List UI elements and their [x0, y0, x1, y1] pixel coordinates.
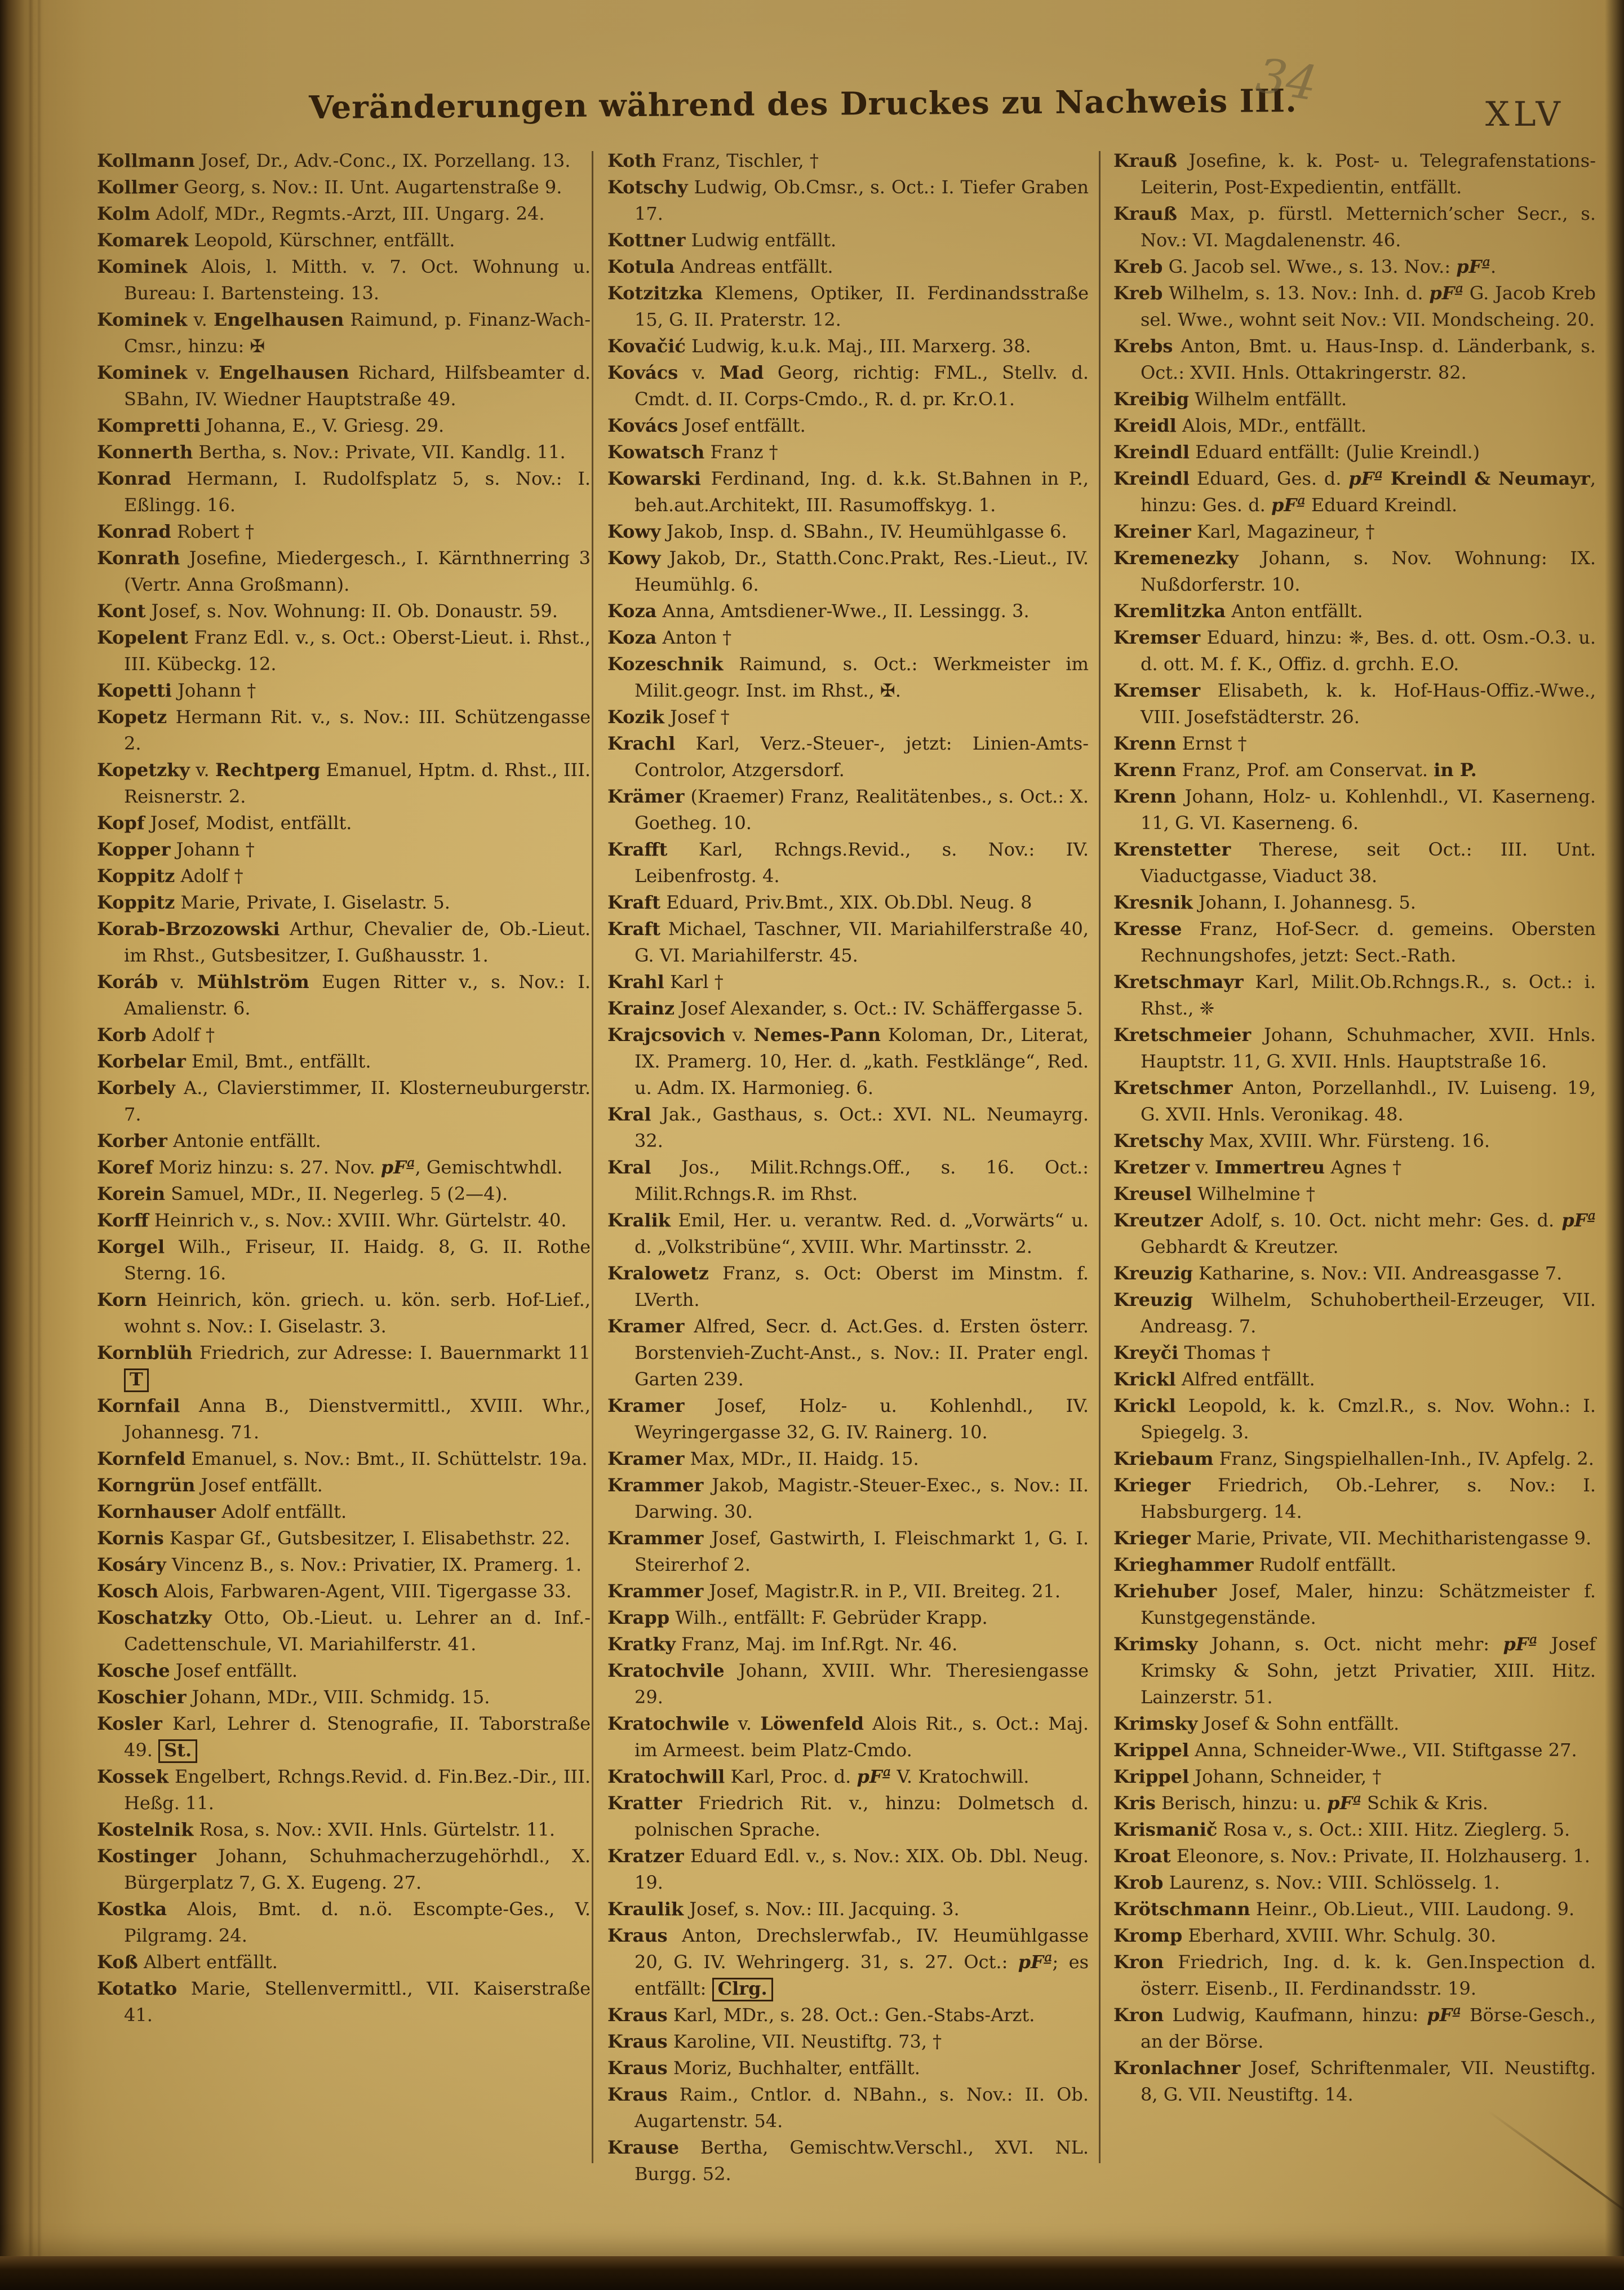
directory-entry: Korbely A., Clavierstimmer, II. Klosterneuburgerstr. 7. [97, 1077, 591, 1125]
directory-entry: Krob Laurenz, s. Nov.: VIII. Schlösselg. 1. [1113, 1872, 1500, 1893]
directory-entry: Kraus Karoline, VII. Neustiftg. 73, † [607, 2031, 942, 2052]
directory-entry: Koza Anna, Amtsdiener-Wwe., II. Lessingg. 3. [607, 600, 1030, 622]
directory-entry: Kratter Friedrich Rit. v., hinzu: Dolmetsch d. polnischen Sprache. [607, 1792, 1089, 1840]
directory-entry: Kretzer v. Immertreu Agnes † [1113, 1157, 1402, 1178]
directory-entry: Kramer Max, MDr., II. Haidg. 15. [607, 1448, 919, 1469]
directory-entry: Kraft Eduard, Priv.Bmt., XIX. Ob.Dbl. Neug. 8 [607, 892, 1032, 913]
directory-entry: Kraus Moriz, Buchhalter, entfällt. [607, 2057, 920, 2079]
directory-entry: Kosch Alois, Farbwaren-Agent, VIII. Tigergasse 33. [97, 1580, 572, 1602]
directory-entry: Konnerth Bertha, s. Nov.: Private, VII. Kandlg. 11. [97, 441, 566, 463]
directory-entry: Kovács v. Mad Georg, richtig: FML., Stellv. d. Cmdt. d. II. Corps-Cmdo., R. d. pr. Kr.O.1. [607, 362, 1089, 410]
directory-entry: Krämer (Kraemer) Franz, Realitätenbes., s. Oct.: X. Goetheg. 10. [607, 786, 1089, 834]
directory-entry: Kosler Karl, Lehrer d. Stenografie, II. Taborstraße 49. St. [97, 1711, 591, 1764]
directory-entry: Kovačić Ludwig, k.u.k. Maj., III. Marxerg. 38. [607, 335, 1031, 357]
directory-entry: Kresse Franz, Hof-Secr. d. gemeins. Obersten Rechnungshofes, jetzt: Sect.-Rath. [1113, 918, 1596, 966]
directory-entry: Krammer Josef, Magistr.R. in P., VII. Breiteg. 21. [607, 1580, 1061, 1602]
directory-entry: Kreuzig Katharine, s. Nov.: VII. Andreasgasse 7. [1113, 1263, 1563, 1284]
directory-entry: Koschatzky Otto, Ob.-Lieut. u. Lehrer an d. Inf.-Cadettenschule, VI. Mariahilferstr. 41. [97, 1607, 591, 1655]
directory-entry: Kollmer Georg, s. Nov.: II. Unt. Augartenstraße 9. [97, 176, 562, 198]
directory-entry: Kriebaum Franz, Singspielhallen-Inh., IV. Apfelg. 2. [1113, 1448, 1594, 1469]
directory-entry: Kral Jos., Milit.Rchngs.Off., s. 16. Oct.: Milit.Rchngs.R. im Rhst. [607, 1157, 1089, 1204]
directory-entry: Kreyči Thomas † [1113, 1342, 1271, 1363]
page-number: XLV [1485, 95, 1564, 134]
directory-entry: Krippel Anna, Schneider-Wwe., VII. Stiftgasse 27. [1113, 1739, 1577, 1761]
directory-entry: Krause Bertha, Gemischtw.Verschl., XVI. NL. Burgg. 52. [607, 2137, 1089, 2185]
directory-entry: Krenn Franz, Prof. am Conservat. in P. [1113, 759, 1477, 781]
directory-entry: Kotzitzka Klemens, Optiker, II. Ferdinandsstraße 15, G. II. Praterstr. 12. [607, 282, 1089, 330]
directory-entry: Krauß Max, p. fürstl. Metternich’scher Secr., s. Nov.: VI. Magdalenenstr. 46. [1113, 203, 1596, 251]
directory-entry: Kornfeld Emanuel, s. Nov.: Bmt., II. Schüttelstr. 19a. [97, 1448, 588, 1469]
directory-entry: Krieger Marie, Private, VII. Mechitharistengasse 9. [1113, 1527, 1592, 1549]
directory-entry: Kreusel Wilhelmine † [1113, 1183, 1315, 1204]
directory-entry: Kretschmayr Karl, Milit.Ob.Rchngs.R., s. Oct.: i. Rhst., ❈ [1113, 971, 1596, 1019]
directory-entry: Kowatsch Franz † [607, 441, 778, 463]
directory-entry: Krickl Alfred entfällt. [1113, 1368, 1315, 1390]
directory-entry: Kornis Kaspar Gf., Gutsbesitzer, I. Elisabethstr. 22. [97, 1527, 570, 1549]
right-edge-shadow [1605, 0, 1624, 2290]
directory-entry: Kreutzer Adolf, s. 10. Oct. nicht mehr: Ges. d. pFª Gebhardt & Kreutzer. [1113, 1210, 1596, 1257]
directory-entry: Kowy Jakob, Insp. d. SBahn., IV. Heumühlgasse 6. [607, 521, 1067, 542]
pencil-annotation: 34 [1252, 47, 1321, 112]
directory-entry: Krajcsovich v. Nemes-Pann Koloman, Dr., Literat, IX. Pramerg. 10, Her. d. „kath. Festklänge“, Red. u. Adm. IX. Harmonieg. 6. [607, 1024, 1089, 1099]
directory-entry: Kriehuber Josef, Maler, hinzu: Schätzmeister f. Kunstgegenstände. [1113, 1580, 1596, 1628]
directory-entry: Korbelar Emil, Bmt., entfällt. [97, 1051, 371, 1072]
directory-entry: Krainz Josef Alexander, s. Oct.: IV. Schäffergasse 5. [607, 998, 1084, 1019]
directory-entry: Koppitz Marie, Private, I. Giselastr. 5. [97, 892, 450, 913]
directory-entry: Kominek v. Engelhausen Raimund, p. Finanz-Wach-Cmsr., hinzu: ✠ [97, 309, 591, 357]
directory-entry: Kotula Andreas entfällt. [607, 256, 833, 277]
directory-entry: Koza Anton † [607, 627, 732, 648]
directory-entry: Kornhauser Adolf entfällt. [97, 1501, 347, 1522]
directory-entry: Krahl Karl † [607, 971, 724, 993]
directory-entry: Krafft Karl, Rchngs.Revid., s. Nov.: IV. Leibenfrostg. 4. [607, 839, 1089, 887]
directory-entry: Kreb G. Jacob sel. Wwe., s. 13. Nov.: pFª. [1113, 256, 1497, 277]
directory-entry: Krickl Leopold, k. k. Cmzl.R., s. Nov. Wohn.: I. Spiegelg. 3. [1113, 1395, 1596, 1443]
directory-entry: Kominek v. Engelhausen Richard, Hilfsbeamter d. SBahn, IV. Wiedner Hauptstraße 49. [97, 362, 591, 410]
directory-entry: Krammer Josef, Gastwirth, I. Fleischmarkt 1, G. I. Steirerhof 2. [607, 1527, 1089, 1575]
directory-entry: Kostinger Johann, Schuhmacherzugehörhdl., X. Bürgerplatz 7, G. X. Eugeng. 27. [97, 1845, 591, 1893]
directory-entry: Koth Franz, Tischler, † [607, 150, 819, 171]
directory-entry: Kresnik Johann, I. Johannesg. 5. [1113, 892, 1416, 913]
directory-entry: Kral Jak., Gasthaus, s. Oct.: XVI. NL. Neumayrg. 32. [607, 1104, 1089, 1151]
directory-entry: Kreuzig Wilhelm, Schuhobertheil-Erzeuger, VII. Andreasg. 7. [1113, 1289, 1596, 1337]
directory-entry: Koráb v. Mühlström Eugen Ritter v., s. Nov.: I. Amalienstr. 6. [97, 971, 591, 1019]
directory-entry: Kotschy Ludwig, Ob.Cmsr., s. Oct.: I. Tiefer Graben 17. [607, 176, 1089, 224]
directory-entry: Kosáry Vincenz B., s. Nov.: Privatier, IX. Pramerg. 1. [97, 1554, 582, 1575]
directory-entry: Koref Moriz hinzu: s. 27. Nov. pFª, Gemischtwhdl. [97, 1157, 563, 1178]
directory-entry: Kretschmeier Johann, Schuhmacher, XVII. Hnls. Hauptstr. 11, G. XVII. Hnls. Hauptstraße 16. [1113, 1024, 1596, 1072]
page-title: Veränderungen während des Druckes zu Nachweis III. [309, 82, 1297, 127]
directory-entry: Kozeschnik Raimund, s. Oct.: Werkmeister im Milit.geogr. Inst. im Rhst., ✠. [607, 653, 1089, 701]
directory-entry: Krötschmann Heinr., Ob.Lieut., VIII. Laudong. 9. [1113, 1898, 1575, 1920]
directory-entry: Krammer Jakob, Magistr.-Steuer-Exec., s. Nov.: II. Darwing. 30. [607, 1474, 1089, 1522]
directory-entry: Kotatko Marie, Stellenvermittl., VII. Kaiserstraße 41. [97, 1978, 591, 2026]
directory-entry: Kreindl Eduard entfällt: (Julie Kreindl.) [1113, 441, 1480, 463]
directory-entry: Kron Ludwig, Kaufmann, hinzu: pFª Börse-Gesch., an der Börse. [1113, 2004, 1596, 2052]
directory-column-3 [1113, 148, 1596, 2108]
directory-entry: Krieger Friedrich, Ob.-Lehrer, s. Nov.: I. Habsburgerg. 14. [1113, 1474, 1596, 1522]
column-rule-2 [1099, 151, 1101, 2163]
directory-entry: Korber Antonie entfällt. [97, 1130, 321, 1151]
directory-entry: Kominek Alois, l. Mitth. v. 7. Oct. Wohnung u. Bureau: I. Bartensteing. 13. [97, 256, 591, 304]
directory-entry: Kratzer Eduard Edl. v., s. Nov.: XIX. Ob. Dbl. Neug. 19. [607, 1845, 1089, 1893]
directory-entry: Koß Albert entfällt. [97, 1951, 278, 1973]
directory-entry: Kraus Karl, MDr., s. 28. Oct.: Gen.-Stabs-Arzt. [607, 2004, 1035, 2026]
directory-entry: Kornfail Anna B., Dienstvermittl., XVIII. Whr., Johannesg. 71. [97, 1395, 591, 1443]
directory-entry: Krimsky Johann, s. Oct. nicht mehr: pFª Josef Krimsky & Sohn, jetzt Privatier, XIII. Hitz. Lainzerstr. 51. [1113, 1633, 1596, 1708]
bottom-scan-shadow [0, 2256, 1624, 2290]
directory-entry: Kraulik Josef, s. Nov.: III. Jacquing. 3. [607, 1898, 960, 1920]
directory-entry: Kris Berisch, hinzu: u. pFª Schik & Kris. [1113, 1792, 1488, 1814]
directory-entry: Konrad Robert † [97, 521, 254, 542]
directory-entry: Koschier Johann, MDr., VIII. Schmidg. 15. [97, 1686, 490, 1708]
directory-entry: Kratochwill Karl, Proc. d. pFª V. Kratochwill. [607, 1766, 1030, 1787]
corner-crease [1488, 2110, 1624, 2254]
directory-entry: Kopelent Franz Edl. v., s. Oct.: Oberst-Lieut. i. Rhst., III. Kübeckg. 12. [97, 627, 591, 675]
directory-entry: Kreindl Eduard, Ges. d. pFª Kreindl & Neumayr, hinzu: Ges. d. pFª Eduard Kreindl. [1113, 468, 1596, 516]
directory-entry: Kopetti Johann † [97, 680, 256, 701]
directory-entry: Kozik Josef † [607, 706, 730, 728]
directory-entry: Konrath Josefine, Miedergesch., I. Kärnthnerring 3 (Vertr. Anna Großmann). [97, 547, 591, 595]
directory-entry: Krebs Anton, Bmt. u. Haus-Insp. d. Länderbank, s. Oct.: XVII. Hnls. Ottakringerstr. 82. [1113, 335, 1596, 383]
directory-entry: Krieghammer Rudolf entfällt. [1113, 1554, 1397, 1575]
directory-entry: Kremser Elisabeth, k. k. Hof-Haus-Offiz.-Wwe., VIII. Josefstädterstr. 26. [1113, 680, 1596, 728]
directory-entry: Kraus Anton, Drechslerwfab., IV. Heumühlgasse 20, G. IV. Wehringerg. 31, s. 27. Oct.: pFª; es entfällt: Clrg. [607, 1923, 1089, 2002]
directory-entry: Koppitz Adolf † [97, 865, 243, 887]
column-rule-1 [592, 151, 593, 2163]
directory-entry: Kreibig Wilhelm entfällt. [1113, 388, 1347, 410]
directory-entry: Korein Samuel, MDr., II. Negerleg. 5 (2—4). [97, 1183, 508, 1204]
directory-entry: Kompretti Johanna, E., V. Griesg. 29. [97, 415, 445, 436]
directory-entry: Kron Friedrich, Ing. d. k. k. Gen.Inspection d. österr. Eisenb., II. Ferdinandsstr. 19. [1113, 1951, 1596, 1999]
directory-entry: Korngrün Josef entfällt. [97, 1474, 323, 1496]
directory-entry: Konrad Hermann, I. Rudolfsplatz 5, s. Nov.: I. Eßlingg. 16. [97, 468, 591, 516]
directory-entry: Kostka Alois, Bmt. d. n.ö. Escompte-Ges., V. Pilgramg. 24. [97, 1898, 591, 1946]
directory-entry: Kralowetz Franz, s. Oct: Oberst im Minstm. f. LVerth. [607, 1263, 1089, 1310]
directory-entry: Kowy Jakob, Dr., Statth.Conc.Prakt, Res.-Lieut., IV. Heumühlg. 6. [607, 547, 1089, 595]
directory-entry: Kronlachner Josef, Schriftenmaler, VII. Neustiftg. 8, G. VII. Neustiftg. 14. [1113, 2057, 1596, 2105]
directory-entry: Kovács Josef entfällt. [607, 415, 806, 436]
directory-entry: Korab-Brzozowski Arthur, Chevalier de, Ob.-Lieut. im Rhst., Gutsbesitzer, I. Gußhausstr. 1. [97, 918, 591, 966]
directory-entry: Kolm Adolf, MDr., Regmts.-Arzt, III. Ungarg. 24. [97, 203, 545, 224]
directory-entry: Kossek Engelbert, Rchngs.Revid. d. Fin.Bez.-Dir., III. Heßg. 11. [97, 1766, 591, 1814]
directory-entry: Kroat Eleonore, s. Nov.: Private, II. Holzhauserg. 1. [1113, 1845, 1590, 1867]
directory-entry: Kopf Josef, Modist, entfällt. [97, 812, 352, 834]
directory-entry: Kratky Franz, Maj. im Inf.Rgt. Nr. 46. [607, 1633, 958, 1655]
directory-entry: Kreidl Alois, MDr., entfällt. [1113, 415, 1367, 436]
directory-entry: Kopper Johann † [97, 839, 255, 860]
directory-entry: Kralik Emil, Her. u. verantw. Red. d. „Vorwärts“ u. d. „Volkstribüne“, XVIII. Whr. Martinsstr. 2. [607, 1210, 1089, 1257]
directory-entry: Kratochvile Johann, XVIII. Whr. Theresiengasse 29. [607, 1660, 1089, 1708]
directory-entry: Krachl Karl, Verz.-Steuer-, jetzt: Linien-Amts-Controlor, Atzgersdorf. [607, 733, 1089, 781]
directory-entry: Kraft Michael, Taschner, VII. Mariahilferstraße 40, G. VI. Mariahilferstr. 45. [607, 918, 1089, 966]
directory-entry: Kratochwile v. Löwenfeld Alois Rit., s. Oct.: Maj. im Armeest. beim Platz-Cmdo. [607, 1713, 1089, 1761]
directory-entry: Kretschy Max, XVIII. Whr. Fürsteng. 16. [1113, 1130, 1490, 1151]
directory-entry: Kreiner Karl, Magazineur, † [1113, 521, 1375, 542]
directory-entry: Korff Heinrich v., s. Nov.: XVIII. Whr. Gürtelstr. 40. [97, 1210, 567, 1231]
directory-entry: Kraus Raim., Cntlor. d. NBahn., s. Nov.: II. Ob. Augartenstr. 54. [607, 2084, 1089, 2132]
directory-entry: Kollmann Josef, Dr., Adv.-Conc., IX. Porzellang. 13. [97, 150, 571, 171]
directory-entry: Kowarski Ferdinand, Ing. d. k.k. St.Bahnen in P., beh.aut.Architekt, III. Rasumoffskyg. 1. [607, 468, 1089, 516]
directory-entry: Krenstetter Therese, seit Oct.: III. Unt. Viaductgasse, Viaduct 38. [1113, 839, 1596, 887]
directory-entry: Kretschmer Anton, Porzellanhdl., IV. Luiseng. 19, G. XVII. Hnls. Veronikag. 48. [1113, 1077, 1596, 1125]
directory-entry: Kremlitzka Anton entfällt. [1113, 600, 1363, 622]
directory-entry: Krauß Josefine, k. k. Post- u. Telegrafenstations-Leiterin, Post-Expedientin, entfällt. [1113, 150, 1596, 198]
directory-column-1 [97, 148, 591, 2028]
directory-entry: Kopetz Hermann Rit. v., s. Nov.: III. Schützengasse 2. [97, 706, 591, 754]
directory-entry: Krapp Wilh., entfällt: F. Gebrüder Krapp. [607, 1607, 988, 1628]
directory-entry: Kramer Alfred, Secr. d. Act.Ges. d. Ersten österr. Borstenvieh-Zucht-Anst., s. Nov.: II. Prater engl. Garten 239. [607, 1315, 1089, 1390]
directory-entry: Kosche Josef entfällt. [97, 1660, 298, 1681]
directory-entry: Krenn Johann, Holz- u. Kohlenhdl., VI. Kaserneng. 11, G. VI. Kaserneng. 6. [1113, 786, 1596, 834]
directory-entry: Kostelnik Rosa, s. Nov.: XVII. Hnls. Gürtelstr. 11. [97, 1819, 555, 1840]
directory-entry: Krismanič Rosa v., s. Oct.: XIII. Hitz. Zieglerg. 5. [1113, 1819, 1570, 1840]
directory-column-2 [607, 148, 1089, 2187]
directory-entry: Kreb Wilhelm, s. 13. Nov.: Inh. d. pFª G. Jacob Kreb sel. Wwe., wohnt seit Nov.: VII. Mondscheing. 20. [1113, 282, 1596, 330]
binding-edge [0, 0, 85, 2290]
directory-entry: Korn Heinrich, kön. griech. u. kön. serb. Hof-Lief., wohnt s. Nov.: I. Giselastr. 3. [97, 1289, 591, 1337]
directory-entry: Kornblüh Friedrich, zur Adresse: I. Bauernmarkt 11 T [97, 1340, 591, 1393]
directory-entry: Krenn Ernst † [1113, 733, 1247, 754]
directory-entry: Krippel Johann, Schneider, † [1113, 1766, 1382, 1787]
directory-entry: Krimsky Josef & Sohn entfällt. [1113, 1713, 1400, 1734]
directory-entry: Kopetzky v. Rechtperg Emanuel, Hptm. d. Rhst., III. Reisnerstr. 2. [97, 759, 591, 807]
directory-entry: Kromp Eberhard, XVIII. Whr. Schulg. 30. [1113, 1925, 1497, 1946]
directory-entry: Korb Adolf † [97, 1024, 215, 1046]
directory-entry: Korgel Wilh., Friseur, II. Haidg. 8, G. II. Rothe Sterng. 16. [97, 1236, 591, 1284]
directory-entry: Komarek Leopold, Kürschner, entfällt. [97, 229, 455, 251]
directory-entry: Kremser Eduard, hinzu: ❈, Bes. d. ott. Osm.-O.3. u. d. ott. M. f. K., Offiz. d. grchh. E.O. [1113, 627, 1596, 675]
directory-entry: Kottner Ludwig entfällt. [607, 229, 837, 251]
directory-entry: Kont Josef, s. Nov. Wohnung: II. Ob. Donaustr. 59. [97, 600, 558, 622]
directory-entry: Kremenezky Johann, s. Nov. Wohnung: IX. Nußdorferstr. 10. [1113, 547, 1596, 595]
directory-entry: Kramer Josef, Holz- u. Kohlenhdl., IV. Weyringergasse 32, G. IV. Rainerg. 10. [607, 1395, 1089, 1443]
